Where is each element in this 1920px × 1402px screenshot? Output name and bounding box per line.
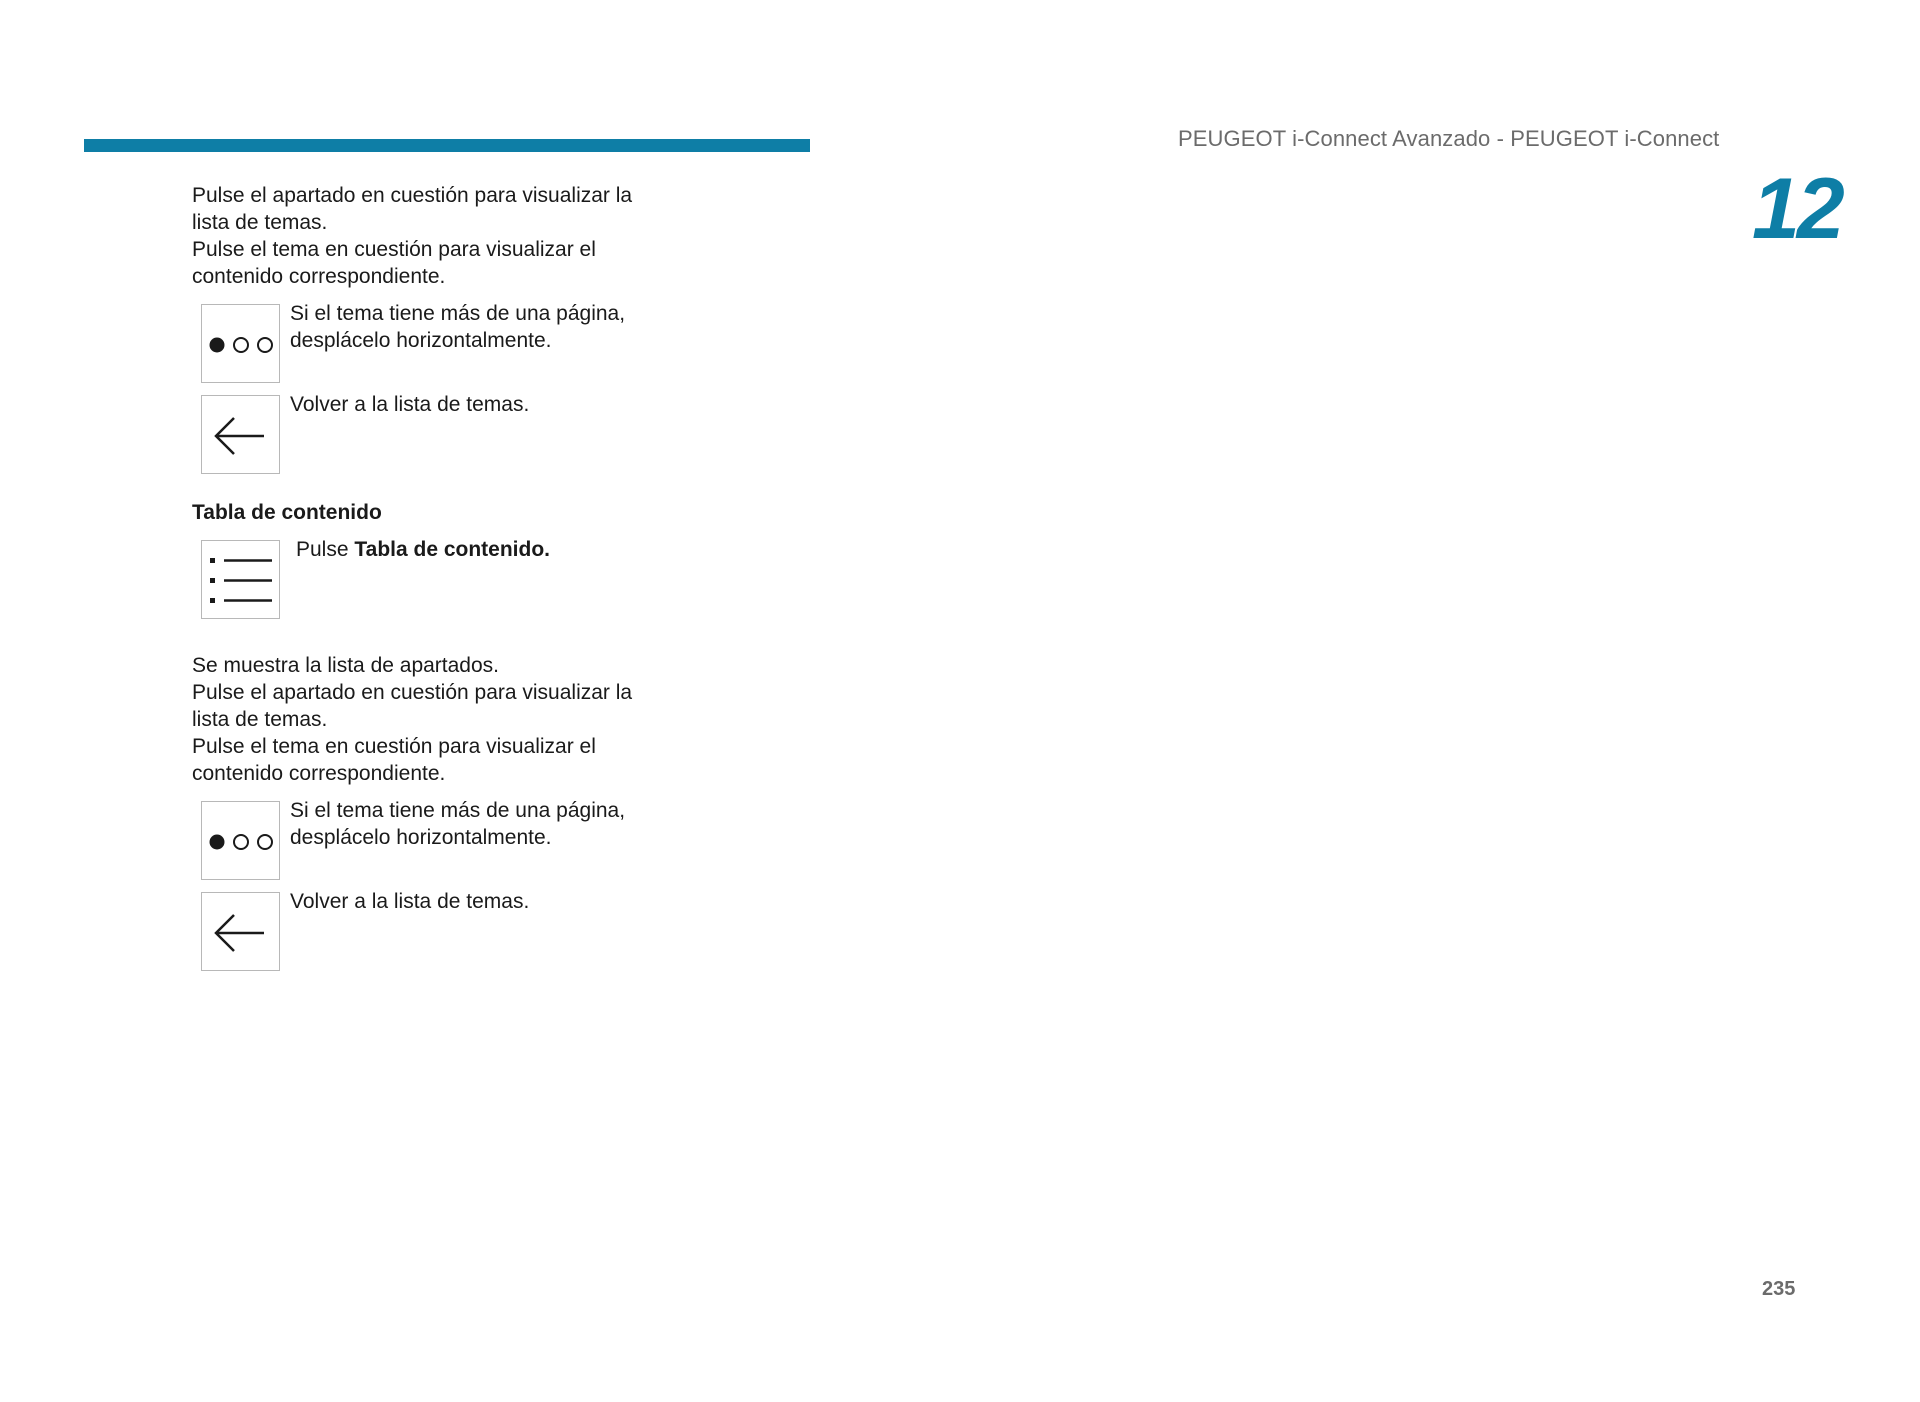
paragraph-line: Pulse el apartado en cuestión para visualizar la [192, 681, 633, 704]
pagination-dots-icon [201, 304, 280, 383]
back-row [192, 395, 712, 477]
paragraph-line: Se muestra la lista de apartados. [192, 654, 500, 677]
back-arrow-icon [201, 892, 280, 971]
back-row [192, 892, 712, 974]
paragraph-line: lista de temas. [192, 211, 328, 234]
pagination-row [192, 304, 712, 386]
paragraph-line: Pulse el tema en cuestión para visualizar el [192, 238, 596, 261]
toc-description [296, 536, 696, 563]
description-line: Si el tema tiene más de una página, [290, 799, 626, 822]
top-accent-bar [84, 139, 810, 152]
instruction-paragraph [192, 652, 712, 787]
back-description: Volver a la lista de temas. [290, 890, 530, 913]
page-number: 235 [1762, 1278, 1796, 1300]
description-line: Si el tema tiene más de una página, [290, 302, 626, 325]
main-content [192, 182, 712, 974]
pagination-description [290, 300, 690, 354]
back-arrow-icon [201, 395, 280, 474]
chapter-number: 12 [1752, 161, 1842, 257]
back-description: Volver a la lista de temas. [290, 393, 530, 416]
paragraph-line: contenido correspondiente. [192, 265, 446, 288]
pagination-dots-icon [201, 801, 280, 880]
instruction-paragraph [192, 182, 712, 290]
paragraph-line: Pulse el tema en cuestión para visualizar el [192, 735, 596, 758]
description-line: desplácelo horizontalmente. [290, 826, 552, 849]
running-header: PEUGEOT i-Connect Avanzado - PEUGEOT i-Connect [1178, 126, 1720, 151]
pagination-description [290, 797, 690, 851]
paragraph-line: Pulse el apartado en cuestión para visualizar la [192, 184, 633, 207]
toc-text-bold: Tabla de contenido. [354, 538, 550, 561]
description-line: desplácelo horizontalmente. [290, 329, 552, 352]
paragraph-line: lista de temas. [192, 708, 328, 731]
toc-text-prefix: Pulse [296, 538, 355, 561]
list-icon [201, 540, 280, 619]
section-heading: Tabla de contenido [192, 501, 382, 524]
paragraph-line: contenido correspondiente. [192, 762, 446, 785]
toc-row [192, 540, 712, 622]
pagination-row [192, 801, 712, 883]
